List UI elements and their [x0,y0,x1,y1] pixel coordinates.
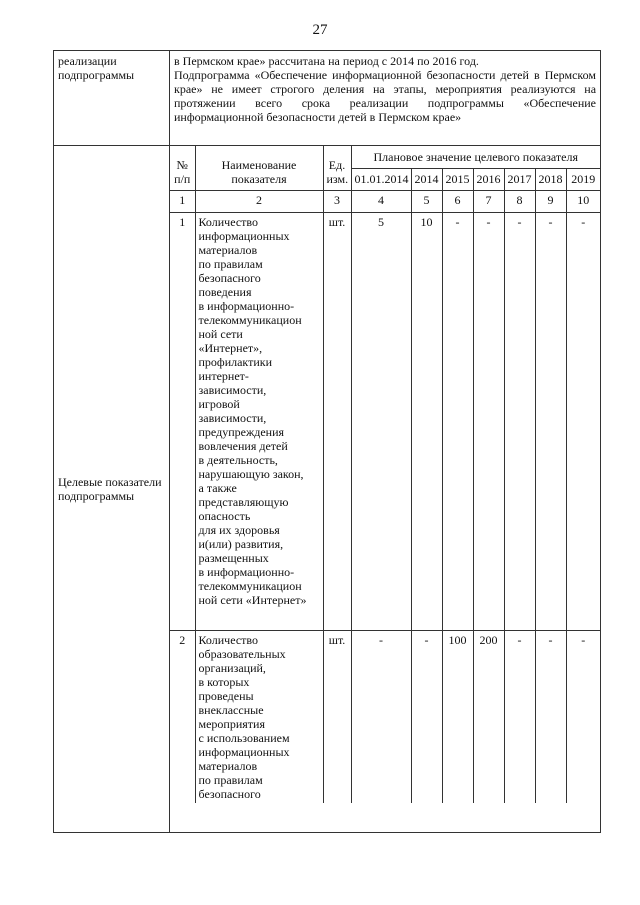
targets-row [54,146,601,833]
header-unit: Ед. изм. [323,146,351,190]
column-number: 4 [351,190,411,212]
column-numbers-row [170,190,600,212]
column-number: 2 [195,190,323,212]
column-number: 9 [535,190,566,212]
row-number: 1 [170,212,195,630]
column-number: 3 [323,190,351,212]
indicator-value: 200 [473,630,504,803]
header-planned: Плановое значение целевого показателя [351,146,600,168]
header-year: 2019 [566,168,600,190]
indicator-unit: шт. [323,212,351,630]
implementation-text [170,51,601,146]
indicator-value: 10 [411,212,442,630]
page-number: 27 [312,22,328,38]
implementation-row [54,51,601,146]
header-num: № п/п [170,146,195,190]
column-number: 8 [504,190,535,212]
indicator-unit: шт. [323,630,351,803]
header-year: 2014 [411,168,442,190]
implementation-line-2: Подпрограмма «Обеспечение информационной безопасности детей в Пермском крае» не имеет строгого деления на этапы, мероприятия реализуются на протяжении всего срока реализации подпрограммы «Обеспечение информационной безопасности детей в Пермском крае» [174,68,597,124]
indicator-value: - [473,212,504,630]
indicator-value: - [442,212,473,630]
indicator-name: Количество информационных материалов по правилам безопасного поведения в информационно- телекоммуникацион ной сети «Интернет», профилактики интернет- зависимости, игровой зависимости, предупреждения вовлечения детей в деятельность, нарушающую закон, а также представляющую опасность для их здоровья и(или) развития, размещенных в информационно- телекоммуникацион ной сети «Интернет» [195,212,323,630]
targets-cell [170,146,601,833]
column-number: 5 [411,190,442,212]
header-year: 2016 [473,168,504,190]
indicator-name: Количество образовательных организаций, в которых проведены внеклассные мероприятия с использованием информационных материалов по правилам безопасного [195,630,323,803]
row-number: 2 [170,630,195,803]
indicator-value: - [504,630,535,803]
indicator-value: - [504,212,535,630]
targets-label: Целевые показатели подпрограммы [54,146,170,833]
column-number: 7 [473,190,504,212]
table-row [170,212,600,630]
indicator-value: - [566,630,600,803]
table-row [170,630,600,803]
indicator-value: - [535,630,566,803]
header-year: 2015 [442,168,473,190]
program-passport-table [53,50,601,833]
column-number: 1 [170,190,195,212]
indicator-value: - [535,212,566,630]
header-year: 2018 [535,168,566,190]
indicators-table [170,146,600,803]
indicator-value: - [411,630,442,803]
indicator-value: 5 [351,212,411,630]
header-year: 01.01.2014 [351,168,411,190]
column-number: 6 [442,190,473,212]
header-name: Наименование показателя [195,146,323,190]
implementation-label: реализации подпрограммы [54,51,170,146]
indicator-value: 100 [442,630,473,803]
header-year: 2017 [504,168,535,190]
indicator-value: - [351,630,411,803]
column-number: 10 [566,190,600,212]
implementation-line-1: в Пермском крае» рассчитана на период с 2014 по 2016 год. [174,54,479,68]
header-row-1 [170,146,600,168]
indicator-value: - [566,212,600,630]
